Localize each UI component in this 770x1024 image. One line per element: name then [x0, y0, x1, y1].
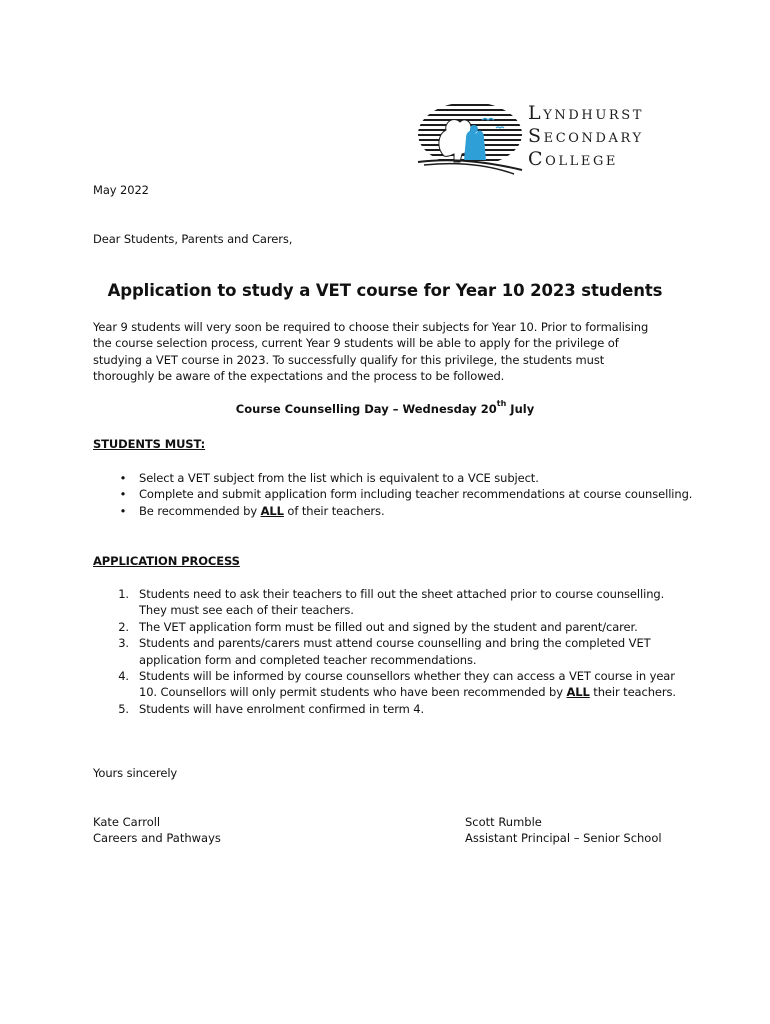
logo-line-1: Lyndhurst — [528, 102, 645, 124]
counselling-day-text: Course Counselling Day – Wednesday 20 — [235, 402, 497, 416]
letter-greeting: Dear Students, Parents and Carers, — [93, 232, 293, 246]
counselling-day-heading — [0, 399, 770, 416]
step-number: 2. — [118, 619, 129, 634]
signatory-role: Careers and Pathways — [93, 831, 221, 846]
list-item — [93, 619, 693, 635]
students-must-list — [93, 470, 693, 519]
intro-paragraph: Year 9 students will very soon be required to choose their subjects for Year 10. Prior to formalising the course selection process, current Year 9 students will be able to apply for the privilege of studying a VET course in 2023. To successfully qualify for this privilege, the students must thoroughly be aware of the expectations and the process to be followed. — [93, 320, 649, 384]
list-item — [93, 470, 693, 486]
step-text: Students need to ask their teachers to fill out the sheet attached prior to course counselling. They must see each of their teachers. — [139, 587, 665, 618]
list-item-text-end: of their teachers. — [283, 503, 385, 518]
counselling-day-month: July — [506, 402, 535, 416]
college-emblem-icon — [414, 98, 526, 178]
step-text-end: their teachers. — [589, 685, 676, 700]
bullet-icon: • — [119, 503, 127, 518]
page-title: Application to study a VET course for Year 10 2023 students — [107, 281, 663, 300]
list-item — [93, 635, 693, 668]
closing-text: Yours sincerely — [93, 766, 178, 780]
signatory-name: Scott Rumble — [465, 815, 542, 829]
bullet-icon: • — [119, 471, 127, 485]
list-item — [93, 668, 693, 701]
logo-line-2: Secondary — [528, 125, 644, 147]
signatory-left — [93, 814, 221, 847]
students-must-heading: STUDENTS MUST: — [93, 437, 206, 451]
step-number: 1. — [118, 587, 129, 601]
signatory-name: Kate Carroll — [93, 815, 161, 829]
bullet-icon: • — [119, 487, 127, 502]
step-number: 5. — [118, 701, 129, 716]
counselling-day-suffix: th — [496, 399, 507, 408]
step-text: Students and parents/carers must attend course counselling and bring the completed VET application form and completed teacher recommendations. — [139, 636, 651, 667]
emphasis-all: ALL — [260, 503, 284, 518]
college-logo — [414, 98, 704, 178]
list-item — [93, 701, 693, 717]
list-item-text: Select a VET subject from the list which is equivalent to a VCE subject. — [139, 471, 539, 485]
signatory-right — [465, 814, 662, 847]
list-item — [93, 486, 693, 502]
application-process-heading: APPLICATION PROCESS — [93, 554, 240, 568]
logo-line-3: College — [528, 148, 619, 170]
list-item — [93, 503, 693, 519]
step-number: 3. — [118, 636, 129, 651]
emphasis-all: ALL — [566, 685, 590, 700]
list-item-text: Be recommended by — [139, 503, 261, 518]
list-item — [93, 586, 693, 619]
college-name — [528, 102, 644, 171]
letter-date: May 2022 — [93, 183, 149, 197]
step-text: Students will be informed by course counsellors whether they can access a VET course in year 10. Counsellors will only permit students who have been recommended by — [139, 669, 679, 700]
application-process-list — [93, 586, 693, 717]
list-item-text: Complete and submit application form including teacher recommendations at course counselling. — [139, 487, 693, 502]
step-text: The VET application form must be filled out and signed by the student and parent/carer. — [139, 619, 638, 634]
step-number: 4. — [118, 669, 129, 684]
step-text: Students will have enrolment confirmed in term 4. — [139, 701, 425, 716]
signatory-role: Assistant Principal – Senior School — [465, 831, 662, 846]
